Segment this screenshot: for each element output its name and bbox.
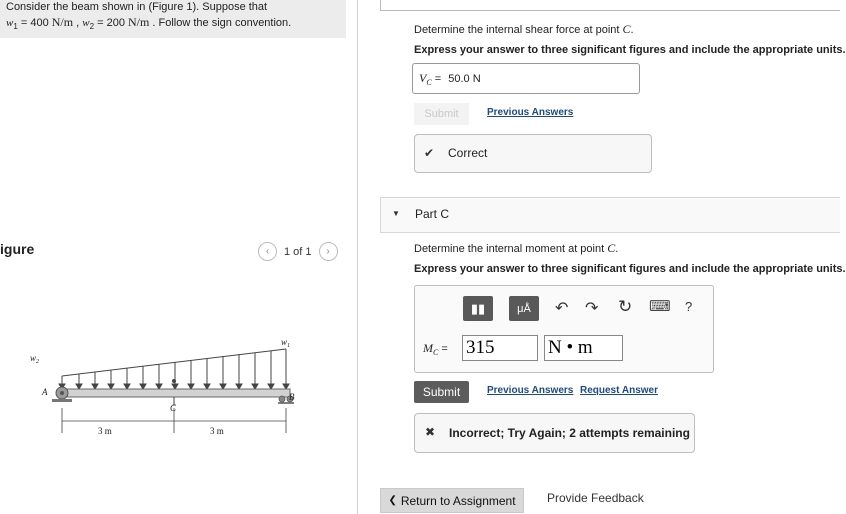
w1-sub: 1 (13, 22, 18, 32)
figure-pager (258, 242, 338, 261)
problem-line-2-tail: . Follow the sign convention. (149, 17, 292, 29)
part-b-question: Determine the internal shear force at point C. (414, 22, 634, 36)
templates-button[interactable] (463, 296, 493, 321)
w1-unit: N/m (51, 15, 74, 29)
part-b-previous-answers-link[interactable]: Previous Answers (487, 107, 574, 118)
check-icon: ✔ (424, 146, 435, 160)
part-b-question-var: C (622, 22, 631, 36)
w1-var: w (6, 17, 14, 29)
keyboard-icon[interactable]: ⌨ (649, 298, 671, 315)
part-b-container-edge (380, 0, 840, 11)
w2-var: w (82, 17, 90, 29)
label-a: A (42, 387, 48, 397)
unit-input[interactable]: N • m (544, 335, 623, 361)
units-icon: μÅ (517, 302, 531, 315)
part-b-instruction: Express your answer to three significant figures and include the appropriate units. (414, 44, 846, 56)
roller-b-1 (279, 396, 285, 402)
w-separator: , (73, 17, 83, 29)
part-c-question-text: Determine the internal moment at point (414, 243, 605, 255)
w1-eq: = 400 (17, 17, 52, 29)
return-label: Return to Assignment (400, 493, 516, 508)
part-b-answer-content (419, 71, 481, 87)
part-c-answer-editor (414, 285, 714, 373)
x-icon: ✖ (425, 425, 436, 439)
chevron-left-icon: ❮ (388, 495, 397, 506)
part-c-feedback-text: Incorrect; Try Again; 2 attempts remaining (449, 426, 690, 440)
part-c-question: Determine the internal moment at point C. (414, 241, 619, 255)
label-dim-right: 3 m (210, 426, 224, 436)
part-c-answer-var: M (423, 341, 433, 355)
part-b-answer-eq: = (431, 73, 445, 85)
value-input[interactable]: 315 (462, 335, 538, 361)
part-c-header[interactable] (380, 197, 840, 233)
part-b-answer-field[interactable] (412, 63, 640, 94)
part-c-answer-eq: = (438, 343, 448, 355)
part-b-answer-sub: C (426, 78, 432, 88)
part-c-feedback (414, 413, 695, 453)
pin-support-base (52, 399, 72, 402)
panel-divider (357, 0, 358, 514)
prev-figure-button[interactable]: ‹ (258, 242, 277, 261)
templates-icon: ▮▮ (470, 300, 486, 316)
part-b-status-text: Correct (448, 146, 488, 160)
undo-icon[interactable]: ↶ (555, 300, 569, 317)
collapse-icon: ▼ (392, 209, 400, 218)
problem-line-2 (6, 15, 291, 31)
pager-text: 1 of 1 (284, 245, 312, 258)
next-figure-button[interactable]: › (319, 242, 338, 261)
return-to-assignment-button[interactable] (380, 488, 524, 513)
part-b-question-text: Determine the internal shear force at point (414, 24, 620, 36)
problem-line-1: Consider the beam shown in (Figure 1). Suppose that (6, 1, 268, 13)
beam-figure (30, 328, 304, 440)
label-w2: $w_2$ (30, 353, 40, 365)
w2-sub: 2 (89, 22, 95, 32)
part-b-status (414, 134, 652, 173)
units-button[interactable] (509, 296, 539, 321)
reset-icon[interactable]: ↻ (618, 297, 633, 316)
part-b-answer-label: V (419, 71, 427, 85)
part-c-question-var: C (607, 241, 616, 255)
request-answer-link[interactable]: Request Answer (580, 385, 658, 396)
w2-unit: N/m (128, 15, 150, 29)
point-c-marker (172, 379, 176, 383)
label-dim-left: 3 m (98, 426, 112, 436)
part-c-previous-answers-link[interactable]: Previous Answers (487, 385, 574, 396)
w2-eq: = 200 (94, 17, 129, 29)
part-b-submit-button[interactable]: Submit (414, 103, 469, 125)
part-c-title: Part C (415, 207, 450, 221)
part-b-answer-value: 50.0 N (448, 73, 481, 85)
label-b: B (289, 392, 295, 402)
load-line (62, 349, 286, 376)
figure-title: igure (0, 241, 35, 257)
part-c-answer-sub: C (433, 348, 439, 358)
part-c-submit-button[interactable]: Submit (414, 381, 469, 403)
part-c-answer-label (423, 341, 448, 357)
label-c: C (170, 403, 177, 413)
provide-feedback-link[interactable]: Provide Feedback (547, 491, 644, 505)
label-w1: $w_1$ (281, 337, 291, 349)
help-icon[interactable]: ? (685, 299, 693, 314)
part-c-instruction: Express your answer to three significant figures and include the appropriate units. (414, 263, 846, 275)
redo-icon[interactable]: ↷ (585, 300, 599, 317)
beam (58, 389, 290, 397)
